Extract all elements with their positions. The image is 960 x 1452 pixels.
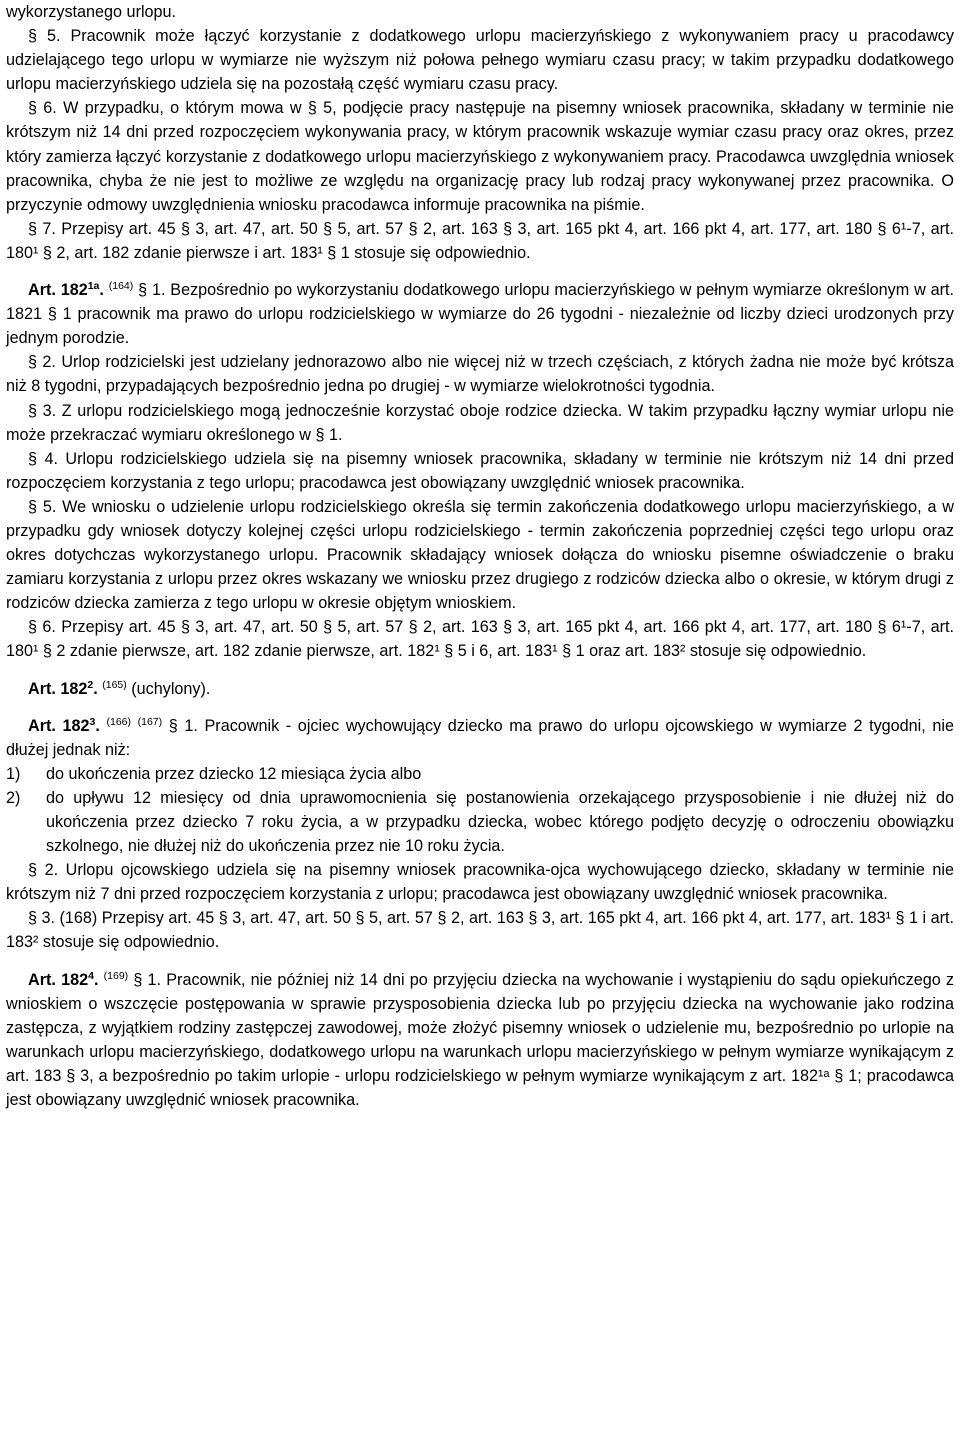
footnote-ref[interactable]: (169) [103, 969, 129, 982]
paragraph: § 3. Z urlopu rodzicielskiego mogą jednocześnie korzystać oboje rodzice dziecka. W takim przypadku łączny wymiar urlopu nie może przekraczać wymiaru określonego w § 1. [6, 401, 954, 444]
article-182-1a [6, 278, 954, 350]
footnote-ref[interactable]: (164) [108, 280, 134, 293]
list-text: do upływu 12 miesięcy od dnia uprawomocnienia się postanowienia orzekającego przysposobienie i nie dłużej niż do ukończenia przez dziecko 7 roku życia, a w przypadku dziecka, wobec którego podjęto decyzję o odroczeniu obowiązku szkolnego, nie dłużej niż do ukończenia przez nie 10 roku życia. [46, 788, 954, 856]
list-item [6, 786, 954, 858]
paragraph: § 2. Urlopu ojcowskiego udziela się na pisemny wniosek pracownika-ojca wychowującego dziecko, składany w terminie nie krótszym niż 7 dni przed rozpoczęciem korzystania z urlopu; pracodawca jest obowiązany uwzględnić wniosek pracownika. [6, 861, 954, 904]
article-text: § 1. Pracownik - ojciec wychowujący dziecko ma prawo do urlopu ojcowskiego w wymiarze 2 tygodni, nie dłużej jednak niż: [6, 716, 954, 759]
footnote-ref[interactable]: (165) [102, 678, 127, 691]
paragraph: § 5. We wniosku o udzielenie urlopu rodzicielskiego określa się termin zakończenia dodatkowego urlopu macierzyńskiego, a w przypadku gdy wniosek dotyczy kolejnej części urlopu rodzicielskiego - termin zakończenia poprzedniej części tego urlopu oraz okres dotychczas wykorzystanego urlopu. Pracownik składający wniosek dołącza do wniosku pisemne oświadczenie o braku zamiaru korzystania z urlopu przez okres wskazany we wniosku przez drugiego z rodziców dziecka albo o okresie, w którym drugi z rodziców dziecka zamierza z tego urlopu w okresie objętym wnioskiem. [6, 497, 954, 613]
list-text: do ukończenia przez dziecko 12 miesiąca życia albo [46, 764, 422, 783]
article-182-3 [6, 714, 954, 762]
article-text: § 1. Pracownik, nie później niż 14 dni po przyjęciu dziecka na wychowanie i wystąpieniu do sądu opiekuńczego z wnioskiem o wszczęcie postępowania w sprawie przysposobienia dziecka lub po przyjęciu dziecka na wychowanie jako rodzina zastępcza, z wyjątkiem rodziny zastępczej zawodowej, może złożyć pisemny wniosek o udzielenie mu, bezpośrednio po urlopie na warunkach urlopu macierzyńskiego, dodatkowego urlopu na warunkach urlopu macierzyńskiego w pełnym wymiarze wynikającym z art. 183 § 3, a bezpośrednio po takim urlopie - urlopu rodzicielskiego w pełnym wymiarze wynikającym z art. 182¹ᵃ § 1; pracodawca jest obowiązany uwzględnić wniosek pracownika. [6, 970, 954, 1110]
article-label: Art. $182^3$. [28, 715, 100, 735]
footnote-ref[interactable]: (167) [137, 715, 163, 728]
paragraph: § 6. Przepisy art. 45 § 3, art. 47, art. 50 § 5, art. 57 § 2, art. 163 § 3, art. 165 pkt 4, art. 166 pkt 4, art. 177, art. 180 § 6¹-7, art. 180¹ § 2 zdanie pierwsze, art. 182 zdanie pierwsze, art. 182¹ § 5 i 6, art. 183¹ § 1 oraz art. 183² stosuje się odpowiednio. [6, 618, 954, 661]
paragraph: § 3. (168) Przepisy art. 45 § 3, art. 47, art. 50 § 5, art. 57 § 2, art. 163 § 3, art. 165 pkt 4, art. 166 pkt 4, art. 177, art. 183¹ § 1 i art. 183² stosuje się odpowiednio. [6, 909, 954, 952]
article-182-2 [6, 677, 954, 701]
paragraph: § 2. Urlop rodzicielski jest udzielany jednorazowo albo nie więcej niż w trzech częściach, z których żadna nie może być krótsza niż 8 tygodni, przypadających bezpośrednio jedna po drugiej - w wymiarze wielokrotności tygodnia. [6, 353, 954, 396]
article-text: (uchylony). [131, 679, 211, 698]
paragraph: § 6. W przypadku, o którym mowa w § 5, podjęcie pracy następuje na pisemny wniosek pracownika, składany w terminie nie krótszym niż 14 dni przed rozpoczęciem wykonywania pracy, w którym pracownik wskazuje wymiar czasu pracy oraz okres, przez który zamierza łączyć korzystanie z dodatkowego urlopu macierzyńskiego z wykonywaniem pracy. Pracodawca uwzględnia wniosek pracownika, chyba że nie jest to możliwe ze względu na organizację pracy lub rodzaj pracy wykonywanej przez pracownika. O przyczynie odmowy uwzględnienia wniosku pracodawca informuje pracownika na piśmie. [6, 99, 954, 214]
paragraph: § 4. Urlopu rodzicielskiego udziela się na pisemny wniosek pracownika, składany w terminie nie krótszym niż 14 dni przed rozpoczęciem korzystania z tego urlopu; pracodawca jest obowiązany uwzględnić wniosek pracownika. [6, 449, 954, 492]
article-label: Art. $182^2$. [28, 678, 98, 698]
paragraph: § 5. Pracownik może łączyć korzystanie z dodatkowego urlopu macierzyńskiego z wykonywaniem pracy u pracodawcy udzielającego tego urlopu w wymiarze nie wyższym niż połowa pełnego wymiaru czasu pracy; w takim przypadku dodatkowego urlopu macierzyńskiego udziela się na pozostałą część wymiaru czasu pracy. [6, 27, 954, 94]
list-number: 1) [6, 764, 21, 783]
list-number: 2) [6, 788, 21, 807]
article-label: Art. $182^4$. [28, 969, 99, 989]
article-182-4 [6, 968, 954, 1113]
article-text: § 1. Bezpośrednio po wykorzystaniu dodatkowego urlopu macierzyńskiego w pełnym wymiarze określonym w art. 1821 § 1 pracownik ma prawo do urlopu rodzicielskiego w wymiarze do 26 tygodni - niezależnie od liczby dzieci urodzonych przy jednym porodzie. [6, 281, 955, 348]
footnote-ref[interactable]: (166) [106, 715, 131, 728]
list-item [6, 762, 954, 786]
paragraph: wykorzystanego urlopu. [6, 3, 177, 21]
article-label: Art. $182^{1a}$. [28, 280, 104, 300]
paragraph: § 7. Przepisy art. 45 § 3, art. 47, art. 50 § 5, art. 57 § 2, art. 163 § 3, art. 165 pkt 4, art. 166 pkt 4, art. 177, art. 180 § 6¹-7, art. 180¹ § 2, art. 182 zdanie pierwsze i art. 183¹ § 1 stosuje się odpowiednio. [6, 219, 954, 262]
